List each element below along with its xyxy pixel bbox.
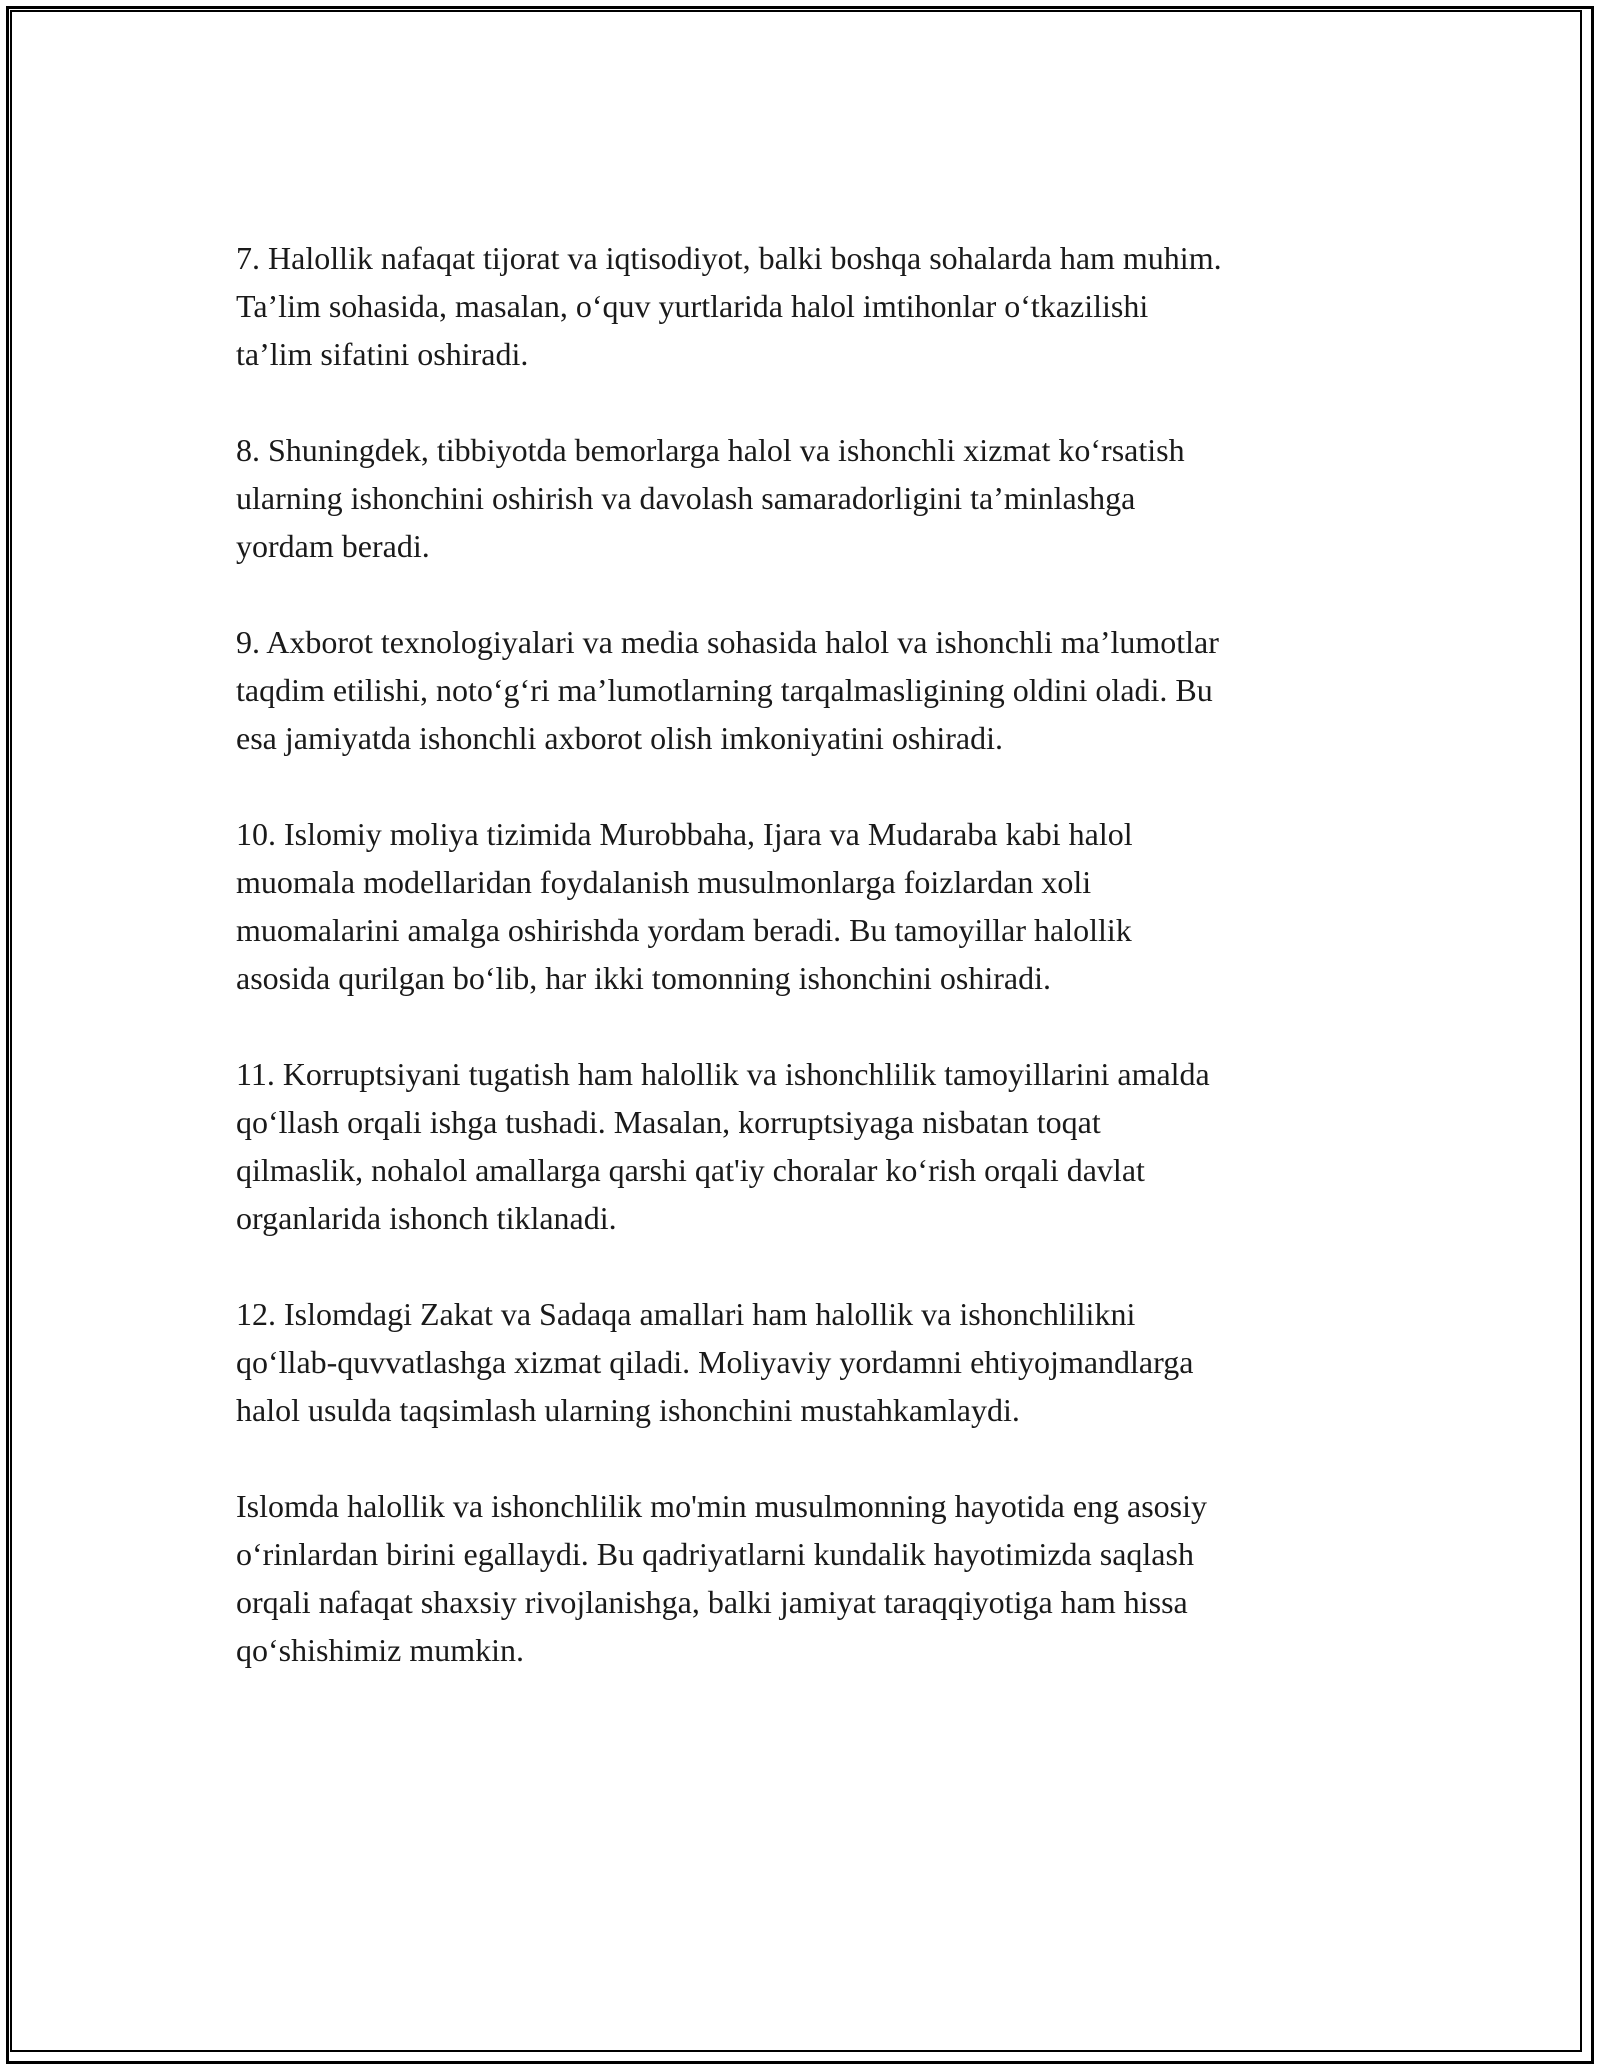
text-line: muomalarini amalga oshirishda yordam beradi. Bu tamoyillar halollik [236,912,1132,948]
paragraph-7 [236,234,1386,378]
text-line: 8. Shuningdek, tibbiyotda bemorlarga halol va ishonchli xizmat ko‘rsatish [236,432,1185,468]
text-line: 7. Halollik nafaqat tijorat va iqtisodiyot, balki boshqa sohalarda ham muhim. [236,240,1222,276]
paragraph-12 [236,1290,1386,1434]
text-line: taqdim etilishi, noto‘g‘ri ma’lumotlarning tarqalmasligining oldini oladi. Bu [236,672,1213,708]
text-line: 10. Islomiy moliya tizimida Murobbaha, Ijara va Mudaraba kabi halol [236,816,1133,852]
document-body [236,234,1386,1722]
text-line: muomala modellaridan foydalanish musulmonlarga foizlardan xoli [236,864,1092,900]
paragraph-conclusion [236,1482,1386,1674]
text-line: ta’lim sifatini oshiradi. [236,336,529,372]
text-line: asosida qurilgan bo‘lib, har ikki tomonning ishonchini oshiradi. [236,960,1052,996]
text-line: halol usulda taqsimlash ularning ishonchini mustahkamlaydi. [236,1392,1020,1428]
text-line: qo‘llash orqali ishga tushadi. Masalan, korruptsiyaga nisbatan toqat [236,1104,1101,1140]
text-line: 11. Korruptsiyani tugatish ham halollik va ishonchlilik tamoyillarini amalda [236,1056,1210,1092]
text-line: Islomda halollik va ishonchlilik mo'min musulmonning hayotida eng asosiy [236,1488,1208,1524]
text-line: qilmaslik, nohalol amallarga qarshi qat'iy choralar ko‘rish orqali davlat [236,1152,1145,1188]
text-line: 12. Islomdagi Zakat va Sadaqa amallari ham halollik va ishonchlilikni [236,1296,1136,1332]
text-line: 9. Axborot texnologiyalari va media sohasida halol va ishonchli ma’lumotlar [236,624,1219,660]
text-line: orqali nafaqat shaxsiy rivojlanishga, balki jamiyat taraqqiyotiga ham hissa [236,1584,1188,1620]
text-line: organlarida ishonch tiklanadi. [236,1200,617,1236]
text-line: yordam beradi. [236,528,430,564]
text-line: o‘rinlardan birini egallaydi. Bu qadriyatlarni kundalik hayotimizda saqlash [236,1536,1194,1572]
text-line: qo‘shishimiz mumkin. [236,1632,524,1668]
text-line: qo‘llab-quvvatlashga xizmat qiladi. Moliyaviy yordamni ehtiyojmandlarga [236,1344,1194,1380]
text-line: Ta’lim sohasida, masalan, o‘quv yurtlarida halol imtihonlar o‘tkazilishi [236,288,1149,324]
paragraph-8 [236,426,1386,570]
text-line: ularning ishonchini oshirish va davolash samaradorligini ta’minlashga [236,480,1136,516]
paragraph-10 [236,810,1386,1002]
paragraph-9 [236,618,1386,762]
paragraph-11 [236,1050,1386,1242]
text-line: esa jamiyatda ishonchli axborot olish imkoniyatini oshiradi. [236,720,1003,756]
